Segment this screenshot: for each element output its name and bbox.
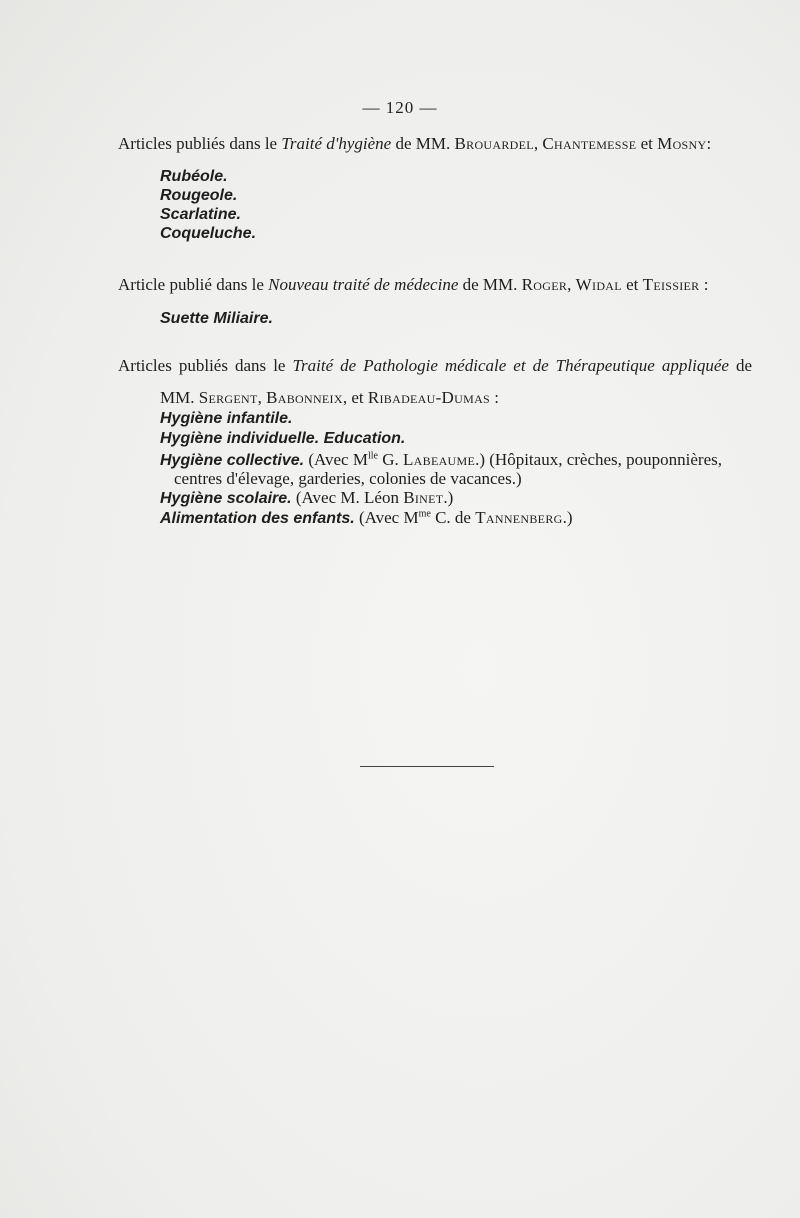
note-text: .) xyxy=(443,488,454,507)
article-entry xyxy=(160,488,453,508)
intro-text: Articles publiés dans le xyxy=(118,356,293,375)
author-name: Ribadeau-Dumas xyxy=(367,388,491,407)
separator: et xyxy=(621,275,643,294)
collaborator-name: Binet xyxy=(403,488,444,507)
article-title: Rubéole. xyxy=(160,168,228,185)
article-entry xyxy=(160,450,722,470)
author-name: Mosny xyxy=(657,134,707,153)
note-text: (Avec M xyxy=(354,508,419,527)
work-title: Traité de Pathologie médicale et de Thérapeutique appliquée xyxy=(292,356,729,375)
intro-text: Articles publiés dans le xyxy=(118,134,282,153)
separator: : xyxy=(706,134,712,153)
author-name: Widal xyxy=(575,275,622,294)
article-note-continued: centres d'élevage, garderies, colonies de vacances.) xyxy=(174,469,522,488)
section3-authors xyxy=(160,388,499,408)
note-text: (Avec M xyxy=(304,450,368,469)
intro-text: de MM. xyxy=(391,134,455,153)
article-entry xyxy=(160,508,573,528)
note-text: G. xyxy=(377,450,403,469)
separator: , et xyxy=(342,388,368,407)
separator: : xyxy=(699,275,709,294)
separator: , xyxy=(567,275,576,294)
author-name: Roger xyxy=(521,275,568,294)
note-text: C. de xyxy=(430,508,476,527)
collaborator-name: Labeaume xyxy=(402,450,476,469)
author-name: Chantemesse xyxy=(542,134,637,153)
section3-intro xyxy=(118,356,752,376)
article-title: Scarlatine. xyxy=(160,206,241,223)
section2-intro xyxy=(118,275,708,295)
article-title: Hygiène infantile. xyxy=(160,410,293,427)
author-name: Brouardel xyxy=(454,134,534,153)
article-title: Hygiène individuelle. Education. xyxy=(160,430,406,447)
article-title: Suette Miliaire. xyxy=(160,310,273,327)
separator: et xyxy=(636,134,658,153)
separator: : xyxy=(490,388,499,407)
work-title: Traité d'hygiène xyxy=(281,134,392,153)
intro-text: Article publié dans le xyxy=(118,275,269,294)
article-title: Hygiène scolaire. xyxy=(160,490,292,507)
author-name: Babonneix xyxy=(266,388,343,407)
section1-intro xyxy=(118,134,711,154)
page-number: — 120 — xyxy=(362,98,438,117)
separator: , xyxy=(257,388,267,407)
article-title: Rougeole. xyxy=(160,187,238,204)
intro-text: de MM. xyxy=(458,275,522,294)
collaborator-name: Tannenberg xyxy=(475,508,563,527)
author-name: Sergent xyxy=(198,388,258,407)
note-text: .) (Hôpitaux, crèches, pouponnières, xyxy=(475,450,722,469)
work-title: Nouveau traité de médecine xyxy=(268,275,459,294)
intro-text: MM. xyxy=(160,388,199,407)
superscript: lle xyxy=(367,450,378,462)
note-text: (Avec M. Léon xyxy=(291,488,404,507)
separator: , xyxy=(533,134,543,153)
end-rule xyxy=(360,766,494,767)
article-title: Alimentation des enfants. xyxy=(160,510,355,527)
superscript: me xyxy=(418,508,431,520)
article-title: Hygiène collective. xyxy=(160,452,305,469)
author-name: Teissier xyxy=(642,275,700,294)
intro-text: de xyxy=(728,356,753,375)
note-text: .) xyxy=(562,508,573,527)
article-title: Coqueluche. xyxy=(160,225,257,242)
